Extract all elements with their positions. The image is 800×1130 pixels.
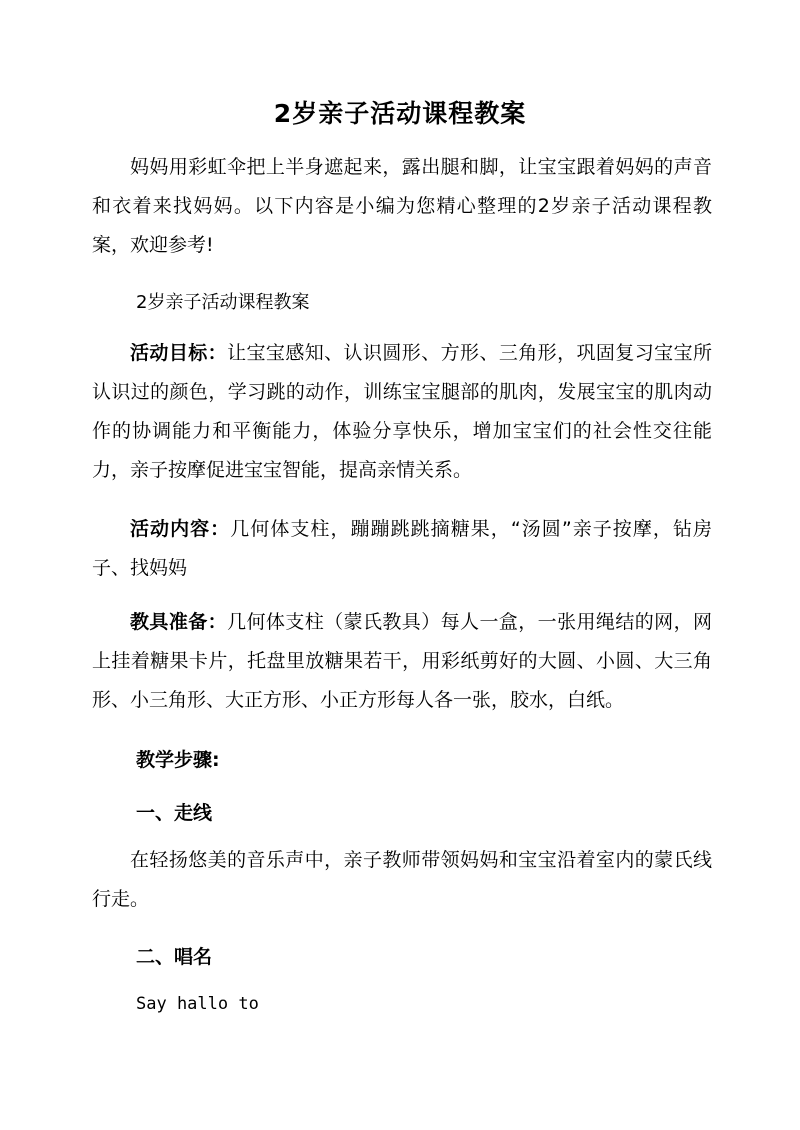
content-text: 几何体支柱，蹦蹦跳跳摘糖果，“汤圆”亲子按摩，钻房子、找妈妈 xyxy=(92,518,712,579)
materials-text: 几何体支柱（蒙氏教具）每人一盒，一张用绳结的网，网上挂着糖果卡片，托盘里放糖果若干，用彩纸剪好的大圆、小圆、大三角形、小三角形、大正方形、小正方形每人各一张，胶水，白纸。 xyxy=(92,611,712,711)
step2-heading: 二、唱名 xyxy=(136,946,213,968)
goal-label: 活动目标： xyxy=(130,342,228,364)
goal-paragraph xyxy=(92,334,712,490)
step1-heading: 一、走线 xyxy=(136,802,213,824)
step1-text: 在轻扬悠美的音乐声中，亲子教师带领妈妈和宝宝沿着室内的蒙氏线行走。 xyxy=(92,849,712,910)
intro-paragraph: 妈妈用彩虹伞把上半身遮起来，露出腿和脚，让宝宝跟着妈妈的声音和衣着来找妈妈。以下内容是小编为您精心整理的2岁亲子活动课程教案，欢迎参考! xyxy=(92,156,712,256)
goal-text: 让宝宝感知、认识圆形、方形、三角形，巩固复习宝宝所认识过的颜色，学习跳的动作，训练宝宝腿部的肌肉，发展宝宝的肌肉动作的协调能力和平衡能力，体验分享快乐，增加宝宝们的社会性交往能力，亲子按摩促进宝宝智能，提高亲情关系。 xyxy=(92,342,712,481)
content-paragraph xyxy=(92,510,712,588)
document-title: 2岁亲子活动课程教案 xyxy=(273,99,527,128)
step2-text: Say hallo to xyxy=(136,994,259,1014)
section-subtitle: 2岁亲子活动课程教案 xyxy=(136,292,310,313)
content-label: 活动内容： xyxy=(130,518,231,540)
materials-label: 教具准备： xyxy=(130,611,228,633)
steps-heading: 教学步骤: xyxy=(136,749,220,771)
materials-paragraph xyxy=(92,603,712,720)
